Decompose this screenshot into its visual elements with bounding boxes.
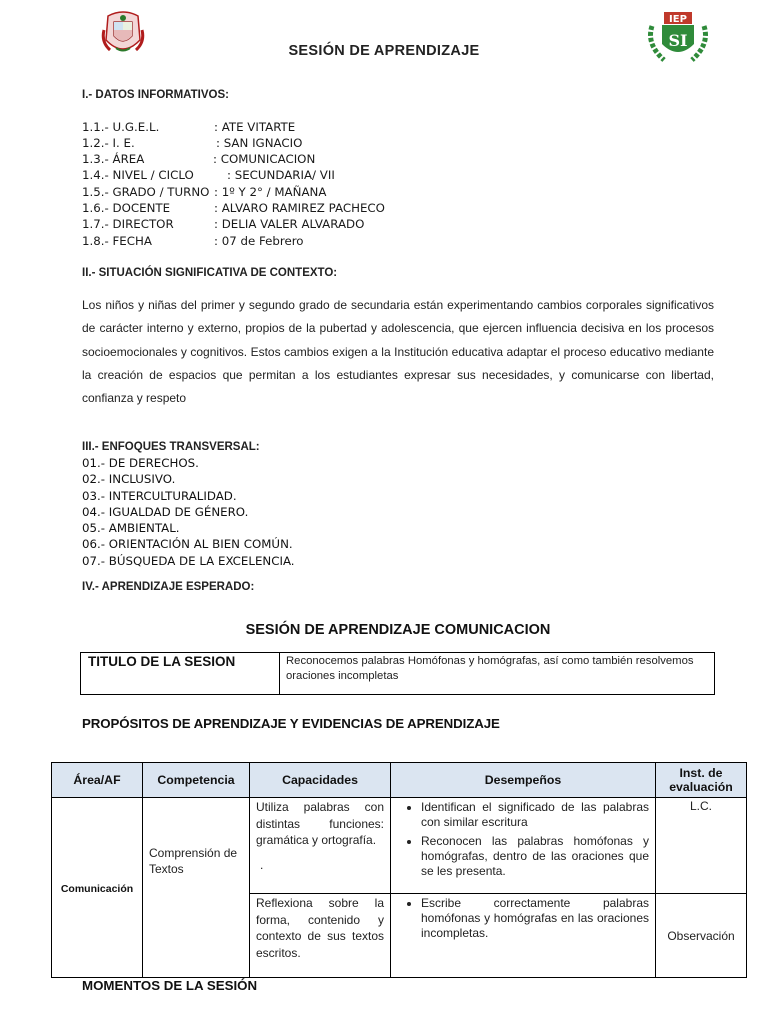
list-item: 02.- INCLUSIVO. [82,472,176,487]
column-header: Inst. de evaluación [656,763,747,798]
datos-value: : ATE VITARTE [214,120,296,134]
session-title-value: Reconocemos palabras Homófonas y homógrafas, así como también resolvemos oraciones incompletas [286,655,694,682]
datos-value: : SAN IGNACIO [216,136,303,150]
desempenos-list [391,800,655,879]
capacidad-value: Reflexiona sobre la forma, contenido y contexto de sus textos escritos. [256,896,384,961]
datos-value: : SECUNDARIA/ VII [227,168,335,182]
seal-monogram: SI [668,31,688,50]
list-item: • Identifican el significado de las palabras con similar escritura [421,800,649,830]
datos-value: : ALVARO RAMIREZ PACHECO [214,201,385,215]
datos-value: : COMUNICACION [213,152,316,166]
list-item: 03.- INTERCULTURALIDAD. [82,488,237,503]
list-item: 06.- ORIENTACIÓN AL BIEN COMÚN. [82,537,293,552]
propositos-table [51,762,747,978]
datos-value: : 07 de Febrero [214,234,304,248]
table-header-row [52,763,747,798]
aprendizaje-heading: IV.- APRENDIZAJE ESPERADO: [82,581,255,593]
table-row [52,798,747,894]
area-cell [52,798,143,978]
datos-value: : 1º Y 2° / MAÑANA [214,185,327,199]
area-value: Comunicación [60,882,134,895]
datos-label: 1.5.- GRADO / TURNO [82,185,210,199]
column-header: Desempeños [391,763,656,798]
list-item: 05.- AMBIENTAL. [82,521,180,536]
datos-label: 1.6.- DOCENTE [82,201,171,215]
list-item: 07.- BÚSQUEDA DE LA EXCELENCIA. [82,553,295,568]
session-title-label: TITULO DE LA SESION [88,654,236,669]
instrumento-value: L.C. [689,799,712,813]
datos-label: 1.7.- DIRECTOR [82,217,174,231]
desempenos-list [391,896,655,941]
datos-label: 1.4.- NIVEL / CICLO [82,168,194,182]
competencia-cell [143,798,250,978]
column-header: Área/AF [52,763,143,798]
momentos-heading: MOMENTOS DE LA SESIÓN [82,978,258,993]
desempenos-cell [391,894,656,978]
list-item: • Escribe correctamente palabras homófonas y homógrafas en las oraciones incompletas. [421,896,649,941]
capacidad-cell [250,798,391,894]
instrumento-value: Observación [667,928,735,943]
capacidad-value: Utiliza palabras con distintas funciones: gramática y ortografía. [256,800,384,848]
session-title-box [80,652,715,695]
session-subtitle: SESIÓN DE APRENDIZAJE COMUNICACION [245,622,551,638]
list-item: • Reconocen las palabras homófonas y homógrafas, dentro de las oraciones que se les presenta. [421,834,649,879]
list-item: 04.- IGUALDAD DE GÉNERO. [82,504,249,519]
column-header: Capacidades [250,763,391,798]
seal-letters: IEP [669,14,687,25]
datos-label: 1.3.- ÁREA [82,152,145,166]
datos-heading: I.- DATOS INFORMATIVOS: [82,89,229,101]
desempenos-cell [391,798,656,894]
situacion-paragraph: Los niños y niñas del primer y segundo grado de secundaria están experimentando cambios corporales significativos de carácter interno y externo, propios de la pubertad y adolescencia, que ejercen influencia decisiva en los procesos socioemocionales y cognitivos. Estos cambios exigen a la Institución educativa adaptar el proceso educativo mediante la creación de espacios que permitan a los estudiantes expresar sus necesidades, y comunicarse con libertad, confianza y respeto [82,298,714,406]
instrumento-cell [656,798,747,894]
enfoques-list [82,455,295,569]
capacidad-cell [250,894,391,978]
column-header: Competencia [143,763,250,798]
enfoques-heading: III.- ENFOQUES TRANSVERSAL: [82,441,260,453]
situacion-heading: II.- SITUACIÓN SIGNIFICATIVA DE CONTEXTO: [82,267,338,279]
datos-label: 1.2.- I. E. [82,136,135,150]
list-item: 01.- DE DERECHOS. [82,456,199,470]
title-box-divider [279,653,280,694]
propositos-heading: PROPÓSITOS DE APRENDIZAJE Y EVIDENCIAS DE APRENDIZAJE [82,716,500,731]
datos-value: : DELIA VALER ALVARADO [214,217,365,231]
datos-label: 1.8.- FECHA [82,234,152,248]
page-title: SESIÓN DE APRENDIZAJE [288,43,480,59]
capacidad-extra: . [260,858,264,873]
competencia-value: Comprensión de Textos [149,845,238,877]
instrumento-cell [656,894,747,978]
datos-label: 1.1.- U.G.E.L. [82,120,160,134]
